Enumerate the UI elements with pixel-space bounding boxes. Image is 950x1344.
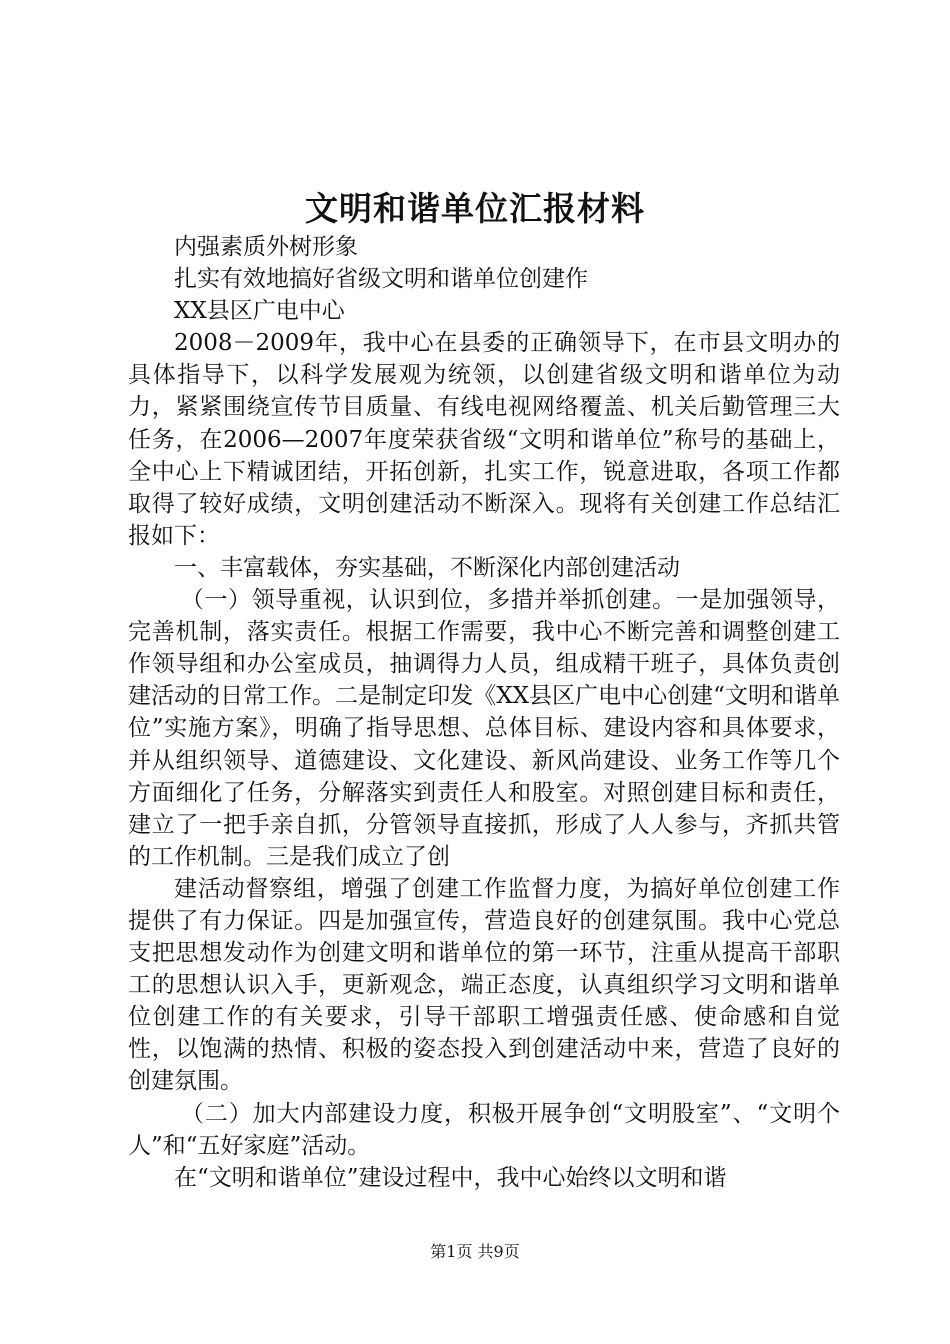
paragraph-subsection-1: （一）领导重视，认识到位，多措并举抓创建。一是加强领导，完善机制，落实责任。根据工作需要，我中心不断完善和调整创建工作领导组和办公室成员，抽调得力人员，组成精干班子，具体负责创建活动的日常工作。二是制定印发《XX县区广电中心创建“文明和谐单位”实施方案》，明确了指导思想、总体目标、建设内容和具体要求，并从组织领导、道德建设、文化建设、新风尚建设、业务工作等几个方面细化了任务，分解落实到责任人和股室。对照创建目标和责任，建立了一把手亲自抓，分管领导直接抓，形成了人人参与，齐抓共管的工作机制。三是我们成立了创 (128, 587, 840, 870)
document-title: 文明和谐单位汇报材料 (305, 189, 645, 228)
section-heading-1: 一、丰富载体，夯实基础，不断深化内部创建活动 (174, 554, 680, 581)
author-line: XX县区广电中心 (174, 298, 345, 325)
page-footer: 第1页 共9页 (430, 1242, 520, 1261)
paragraph-last: 在“文明和谐单位”建设过程中，我中心始终以文明和谐 (174, 1164, 727, 1191)
paragraph-continued: 建活动督察组，增强了创建工作监督力度，为搞好单位创建工作提供了有力保证。四是加强宣传，营造良好的创建氛围。我中心党总支把思想发动作为创建文明和谐单位的第一环节，注重从提高干部职工的思想认识入手，更新观念，端正态度，认真组织学习文明和谐单位创建工作的有关要求，引导干部职工增强责任感、使命感和自觉性，以饱满的热情、积极的姿态投入到创建活动中来，营造了良好的创建氛围。 (128, 875, 840, 1095)
subtitle-line-2: 扎实有效地搞好省级文明和谐单位创建作 (174, 266, 588, 293)
subtitle-line-1: 内强素质外树形象 (174, 234, 358, 260)
paragraph-subsection-2: （二）加大内部建设力度，积极开展争创“文明股室”、“文明个人”和“五好家庭”活动。 (128, 1100, 840, 1159)
paragraph-intro: 2008－2009年，我中心在县委的正确领导下，在市县文明办的具体指导下，以科学发展观为统领，以创建省级文明和谐单位为动力，紧紧围绕宣传节目质量、有线电视网络覆盖、机关后勤管理三大任务，在2006—2007年度荣获省级“文明和谐单位”称号的基础上，全中心上下精诚团结，开拓创新，扎实工作，锐意进取，各项工作都取得了较好成绩，文明创建活动不断深入。现将有关创建工作总结汇报如下： (128, 330, 840, 549)
document-body (128, 231, 840, 1194)
